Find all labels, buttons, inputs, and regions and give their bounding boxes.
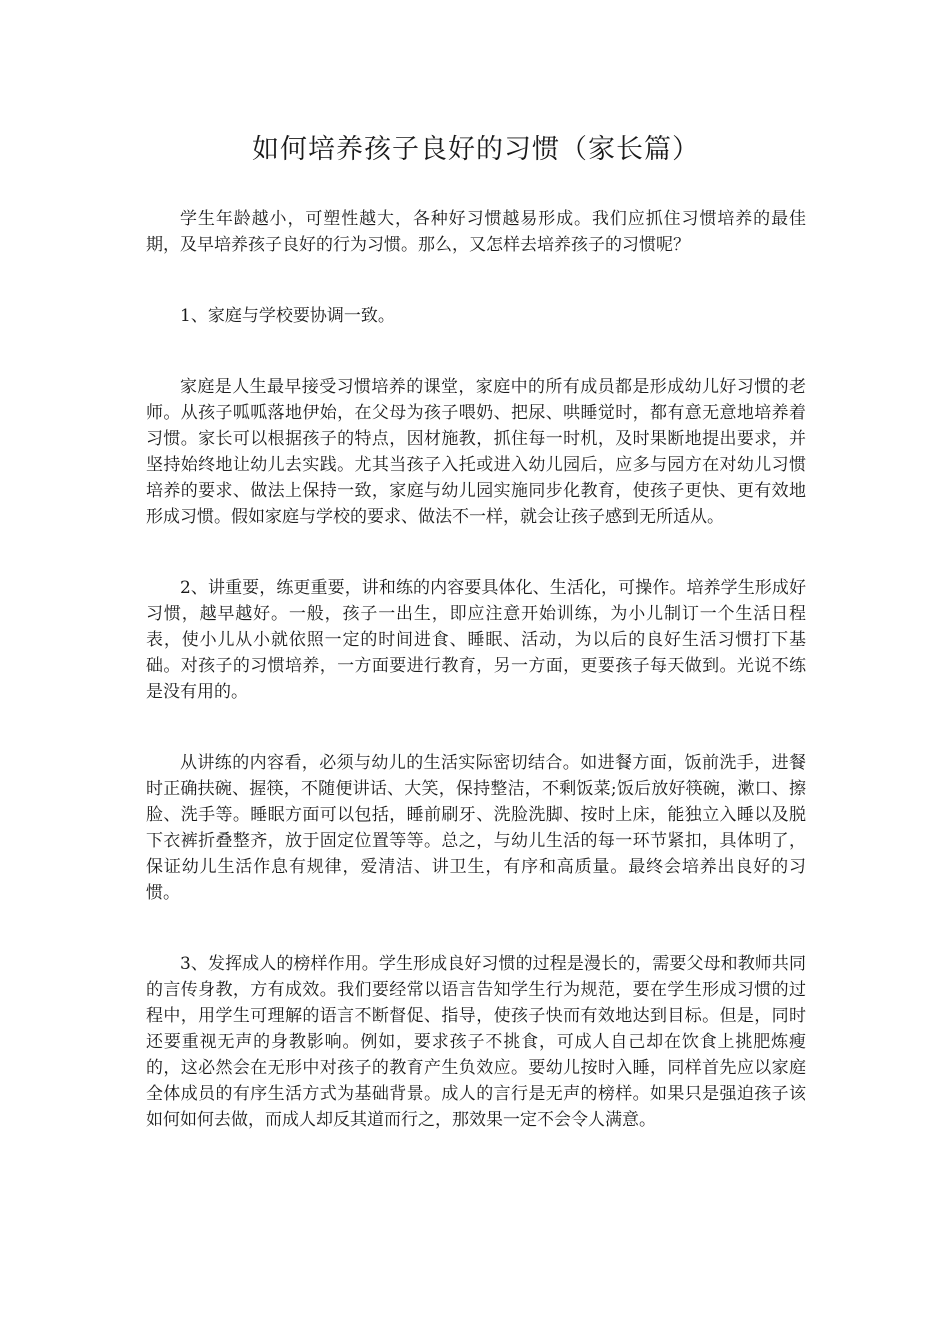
paragraph-heading-3: 3、发挥成人的榜样作用。学生形成良好习惯的过程是漫长的，需要父母和教师共同的言传身教，方有成效。我们要经常以语言告知学生行为规范，要在学生形成习惯的过程中，用学生可理解的语言不断督促、指导，使孩子快而有效地达到目标。但是，同时还要重视无声的身教影响。例如，要求孩子不挑食，可成人自己却在饮食上挑肥炼瘦的，这必然会在无形中对孩子的教育产生负效应。要幼儿按时入睡，同样首先应以家庭全体成员的有序生活方式为基础背景。成人的言行是无声的榜样。如果只是强迫孩子该如何如何去做，而成人却反其道而行之，那效果一定不会令人满意。: [146, 954, 806, 1130]
paragraph-heading-2: 2、讲重要，练更重要，讲和练的内容要具体化、生活化，可操作。培养学生形成好习惯，越早越好。一般，孩子一出生，即应注意开始训练，为小儿制订一个生活日程表，使小儿从小就依照一定的时间进食、睡眠、活动，为以后的良好生活习惯打下基础。对孩子的习惯培养，一方面要进行教育，另一方面，更要孩子每天做到。光说不练是没有用的。: [146, 578, 806, 702]
document-page: [146, 130, 806, 1178]
document-title: 如何培养孩子良好的习惯（家长篇）: [252, 134, 700, 165]
paragraph-practice-content: 从讲练的内容看，必须与幼儿的生活实际密切结合。如进餐方面，饭前洗手，进餐时正确扶碗、握筷，不随便讲话、大笑，保持整洁，不剩饭菜;饭后放好筷碗，漱口、擦脸、洗手等。睡眠方面可以包括，睡前刷牙、洗脸洗脚、按时上床，能独立入睡以及脱下衣裤折叠整齐，放于固定位置等等。总之，与幼儿生活的每一环节紧扣，具体明了，保证幼儿生活作息有规律，爱清洁、讲卫生，有序和高质量。最终会培养出良好的习惯。: [146, 753, 806, 903]
paragraph-intro: 学生年龄越小，可塑性越大，各种好习惯越易形成。我们应抓住习惯培养的最佳期，及早培养孩子良好的行为习惯。那么，又怎样去培养孩子的习惯呢？: [146, 209, 806, 255]
paragraph-heading-1: 1、家庭与学校要协调一致。: [180, 306, 395, 326]
paragraph-family-school: 家庭是人生最早接受习惯培养的课堂，家庭中的所有成员都是形成幼儿好习惯的老师。从孩子呱呱落地伊始，在父母为孩子喂奶、把尿、哄睡觉时，都有意无意地培养着习惯。家长可以根据孩子的特点，因材施教，抓住每一时机，及时果断地提出要求，并坚持始终地让幼儿去实践。尤其当孩子入托或进入幼儿园后，应多与园方在对幼儿习惯培养的要求、做法上保持一致，家庭与幼儿园实施同步化教育，使孩子更快、更有效地形成习惯。假如家庭与学校的要求、做法不一样，就会让孩子感到无所适从。: [146, 377, 806, 527]
